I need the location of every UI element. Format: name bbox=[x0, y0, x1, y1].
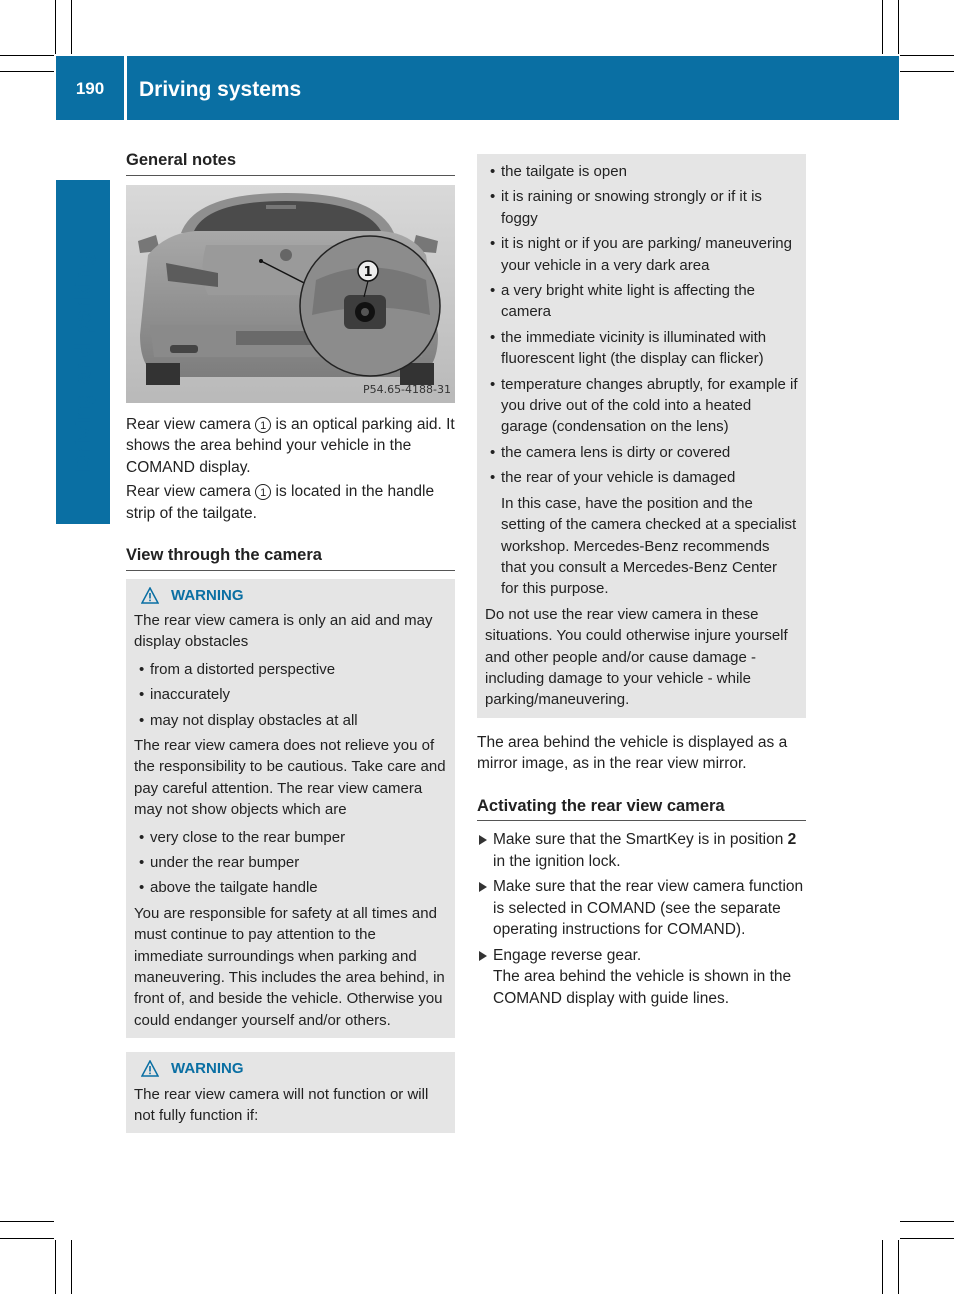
crop-mark bbox=[900, 1238, 954, 1239]
warning-text: The rear view camera is only an aid and may display obstacles bbox=[134, 611, 433, 651]
step-arrow-icon bbox=[479, 835, 487, 845]
damage-note: In this case, have the position and the setting of the camera checked at a specialist workshop. Mercedes-Benz recommends that you consult a Mercedes-Benz Center for this purpose. bbox=[501, 494, 797, 598]
steps-list bbox=[477, 829, 806, 1009]
list-item: • the camera lens is dirty or covered bbox=[485, 442, 798, 463]
page-number: 190 bbox=[75, 79, 105, 98]
mirror-paragraph: The area behind the vehicle is displayed as a mirror image, as in the rear view mirror. bbox=[477, 733, 788, 773]
warning-header bbox=[134, 585, 447, 606]
list-item: • the immediate vicinity is illuminated with fluorescent light (the display can flicker) bbox=[485, 327, 798, 370]
header-divider bbox=[124, 56, 127, 120]
location-paragraph: Rear view camera 1 is located in the handle strip of the tailgate. bbox=[126, 483, 435, 522]
crop-mark bbox=[71, 0, 72, 54]
warning-box-1 bbox=[126, 579, 455, 1039]
crop-mark bbox=[900, 1221, 954, 1222]
closing-warning: Do not use the rear view camera in these situations. You could otherwise injure yourself and other people and/or cause damage - including damage to your vehicle - while parking/maneuvering. bbox=[485, 605, 788, 709]
step-result: The area behind the vehicle is shown in the COMAND display with guide lines. bbox=[493, 968, 792, 1007]
callout-ref: 1 bbox=[255, 417, 271, 433]
crop-mark bbox=[0, 1221, 54, 1222]
warning-list bbox=[134, 659, 447, 731]
list-item: • very close to the rear bumper bbox=[134, 827, 447, 848]
figure-callout-number: 1 bbox=[363, 264, 373, 280]
crop-mark bbox=[71, 1240, 72, 1294]
view-camera-heading: View through the camera bbox=[126, 545, 455, 571]
crop-mark bbox=[882, 1240, 883, 1294]
car-rear-illustration bbox=[126, 185, 455, 403]
crop-mark bbox=[898, 0, 899, 54]
intro-paragraph: Rear view camera 1 is an optical parking aid. It shows the area behind your vehicle in the COMAND display. bbox=[126, 415, 455, 476]
crop-mark bbox=[882, 0, 883, 54]
list-item: • from a distorted perspective bbox=[134, 659, 447, 680]
crop-mark bbox=[0, 71, 54, 72]
list-item: • under the rear bumper bbox=[134, 852, 447, 873]
list-item: • it is night or if you are parking/ maneuvering your vehicle in a very dark area bbox=[485, 233, 798, 276]
list-item: • a very bright white light is affecting the camera bbox=[485, 280, 798, 323]
list-item: • temperature changes abruptly, for example if you drive out of the cold into a heated garage (condensation on the lens) bbox=[485, 374, 798, 438]
crop-mark bbox=[898, 1240, 899, 1294]
warning-text: The rear view camera does not relieve you of the responsibility to be cautious. Take care and pay careful attention. The rear view camera may not show objects which are bbox=[134, 736, 446, 819]
list-item: • inaccurately bbox=[134, 684, 447, 705]
conditions-list bbox=[485, 161, 798, 489]
warning-header bbox=[134, 1058, 447, 1079]
crop-mark bbox=[55, 0, 56, 54]
activating-heading: Activating the rear view camera bbox=[477, 796, 806, 822]
warning-box-2-continued bbox=[477, 154, 806, 718]
list-item: • the tailgate is open bbox=[485, 161, 798, 182]
section-title: Driving systems bbox=[139, 78, 302, 101]
step-item: Make sure that the SmartKey is in position 2 in the ignition lock. bbox=[477, 829, 806, 872]
chapter-label: Driving and parking bbox=[69, 252, 96, 472]
crop-mark bbox=[0, 1238, 54, 1239]
warning-triangle-icon bbox=[141, 587, 159, 604]
warning-title: WARNING bbox=[171, 586, 244, 604]
list-item: • the rear of your vehicle is damaged bbox=[485, 467, 798, 488]
callout-ref: 1 bbox=[255, 484, 271, 500]
figure-label: P54.65-4188-31 bbox=[362, 383, 451, 396]
list-item: • it is raining or snowing strongly or if it is foggy bbox=[485, 186, 798, 229]
step-item: Make sure that the rear view camera function is selected in COMAND (see the separate operating instructions for COMAND). bbox=[477, 876, 806, 941]
warning-list bbox=[134, 827, 447, 899]
warning-title: WARNING bbox=[171, 1060, 244, 1078]
warning-triangle-icon bbox=[141, 1060, 159, 1077]
step-arrow-icon bbox=[479, 951, 487, 961]
right-column bbox=[477, 154, 806, 1013]
crop-mark bbox=[900, 71, 954, 72]
warning-box-2 bbox=[126, 1052, 455, 1133]
rear-camera-figure bbox=[126, 185, 455, 403]
warning-text: You are responsible for safety at all times and must continue to pay attention to the immediate surroundings when parking and maneuvering. This includes the area behind, in front of, and beside the vehicle. Otherwise you could endanger yourself and/or others. bbox=[134, 904, 445, 1029]
general-notes-heading: General notes bbox=[126, 150, 455, 176]
list-item: • may not display obstacles at all bbox=[134, 710, 447, 731]
left-column bbox=[126, 150, 455, 1133]
warning-text: The rear view camera will not function or will not fully function if: bbox=[134, 1085, 429, 1125]
step-arrow-icon bbox=[479, 882, 487, 892]
crop-mark bbox=[900, 55, 954, 56]
step-item: Engage reverse gear. The area behind the vehicle is shown in the COMAND display with guide lines. bbox=[477, 945, 806, 1010]
crop-mark bbox=[0, 55, 54, 56]
list-item: • above the tailgate handle bbox=[134, 877, 447, 898]
crop-mark bbox=[55, 1240, 56, 1294]
